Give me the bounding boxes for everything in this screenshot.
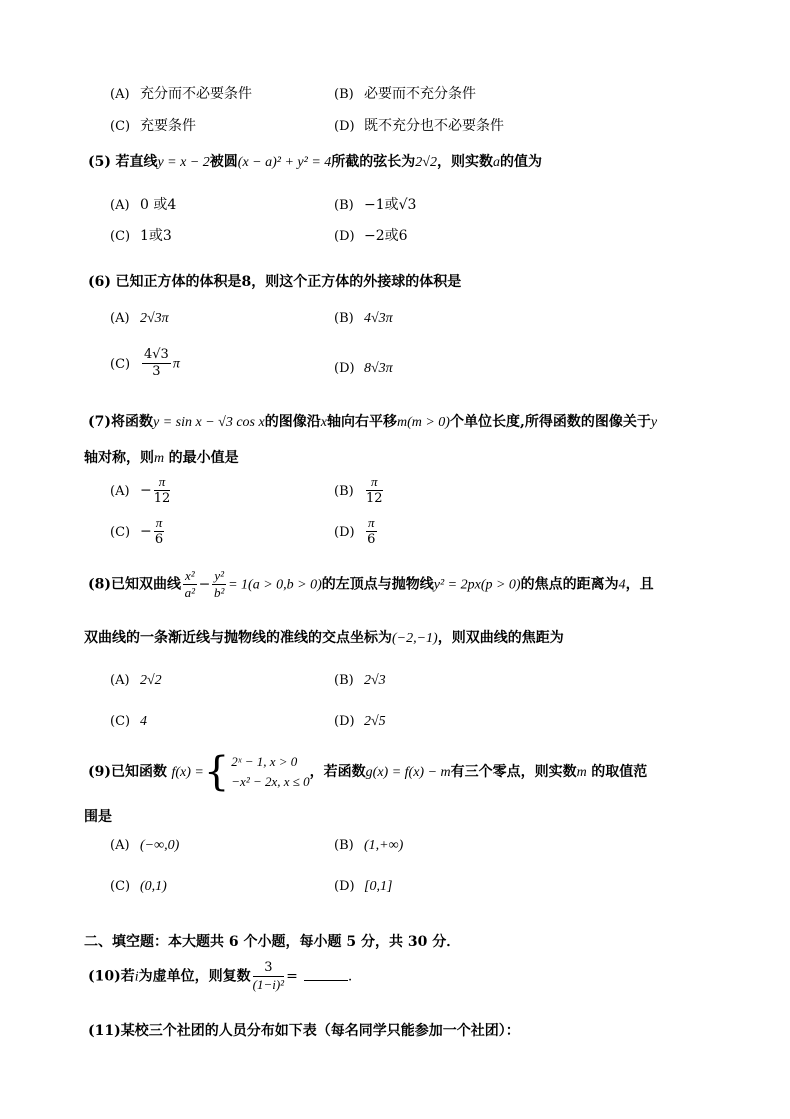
q8-hyperbola-x-term: $\frac{\text{x²}}{\text{a²}}$ (184, 568, 196, 600)
q5-line-equation: y = x − 2 (157, 155, 210, 170)
q4-option-c: (C) 充要条件 (110, 118, 196, 134)
q10-stem: (10)若i为虚单位，则复数 $\frac{3}{\text{(1−i)²}}$ = . (88, 960, 353, 992)
q8-option-b: (B) 2√3 (334, 673, 386, 688)
q10-answer-blank[interactable] (304, 980, 348, 981)
q5-option-d: (D) −2或6 (334, 228, 408, 244)
q7-option-a-fraction: $\frac{\pi}{12}$ (153, 474, 171, 506)
q5-option-a: (A) 0 或4 (110, 197, 177, 213)
q7-option-a: (A) − $\frac{\pi}{12}$ (110, 474, 171, 506)
q10-complex-fraction: $\frac{3}{\text{(1−i)²}}$ (252, 960, 285, 992)
q9-option-b: (B) (1,+∞) (334, 838, 404, 853)
section-2-heading: 二、填空题：本大题共 6 个小题，每小题 5 分，共 30 分． (84, 934, 461, 950)
q4-option-a: (A) 充分而不必要条件 (110, 86, 252, 102)
q9-stem-line2: 围是 (84, 809, 112, 825)
q7-stem-line1: (7)将函数y = sin x − √3 cos x的图像沿x轴向右平移m(m > 0)个单位长度,所得函数的图像关于y (88, 414, 658, 430)
q8-option-a: (A) 2√2 (110, 673, 162, 688)
q4-option-d: (D) 既不充分也不必要条件 (334, 118, 504, 134)
q7-option-b-fraction: $\frac{\pi}{12}$ (366, 474, 383, 506)
q6-option-d: (D) 8√3π (334, 361, 393, 376)
q9-piecewise: 2ˣ − 1, x > 0 −x² − 2x, x ≤ 0 (231, 754, 310, 789)
q9-option-d: (D) [0,1] (334, 879, 393, 894)
q8-parabola: y² = 2px(p > 0) (433, 577, 521, 593)
q7-stem-line2: 轴对称，则m 的最小值是 (84, 450, 239, 466)
q7-option-d: (D) $\frac{\pi}{6}$ (334, 515, 376, 547)
q6-option-b: (B) 4√3π (334, 311, 393, 326)
q7-option-c-fraction: $\frac{\pi}{6}$ (154, 515, 164, 547)
q11-stem: (11)某校三个社团的人员分布如下表（每名同学只能参加一个社团）： (88, 1023, 520, 1039)
q9-stem-line1: (9)已知函数 f(x) ={ 2ˣ − 1, x > 0 −x² − 2x, x ≤ 0 ，若函数g(x) = f(x) − m有三个零点，则实数m 的取值范 (88, 749, 648, 795)
q5-stem: (5) 若直线y = x − 2被圆(x − a)² + y² = 4所截的弦长为2√2，则实数a的值为 (88, 154, 542, 170)
q6-option-c: (C) $\frac{4√3}{3}$ π (110, 347, 180, 379)
q5-chord-length: 2√2 (415, 155, 437, 170)
q5-circle-equation: (x − a)² + y² = 4 (237, 155, 332, 170)
q7-option-b: (B) $\frac{\pi}{12}$ (334, 474, 383, 506)
q4-option-b: (B) 必要而不充分条件 (334, 86, 476, 102)
q5-option-b: (B) −1或√3 (334, 197, 417, 213)
q8-stem-line1: (8)已知双曲线 $\frac{\text{x²}}{\text{a²}}$ − $\frac{\text{y²}}{\text{b²}}$ = 1(a > 0,b > 0)的左顶点与抛物线y² = 2px(p > 0)的焦点的距离为4，且 (88, 568, 654, 600)
q9-option-c: (C) (0,1) (110, 879, 167, 894)
q7-option-d-fraction: $\frac{\pi}{6}$ (367, 515, 376, 547)
q9-piecewise-brace: { (203, 749, 230, 795)
q8-hyperbola-y-term: $\frac{\text{y²}}{\text{b²}}$ (214, 568, 225, 600)
q7-option-c: (C) − $\frac{\pi}{6}$ (110, 515, 164, 547)
q6-option-c-fraction: $\frac{4√3}{3}$ (144, 347, 169, 379)
q6-option-a: (A) 2√3π (110, 311, 169, 326)
q8-option-c: (C) 4 (110, 714, 147, 729)
q9-option-a: (A) (−∞,0) (110, 838, 180, 853)
q8-stem-line2: 双曲线的一条渐近线与抛物线的准线的交点坐标为(−2,−1)，则双曲线的焦距为 (84, 630, 564, 646)
q8-option-d: (D) 2√5 (334, 714, 386, 729)
q5-option-c: (C) 1或3 (110, 228, 172, 244)
q7-function: y = sin x − √3 cos x (153, 415, 265, 430)
q6-stem: (6) 已知正方体的体积是8，则这个正方体的外接球的体积是 (88, 274, 462, 290)
